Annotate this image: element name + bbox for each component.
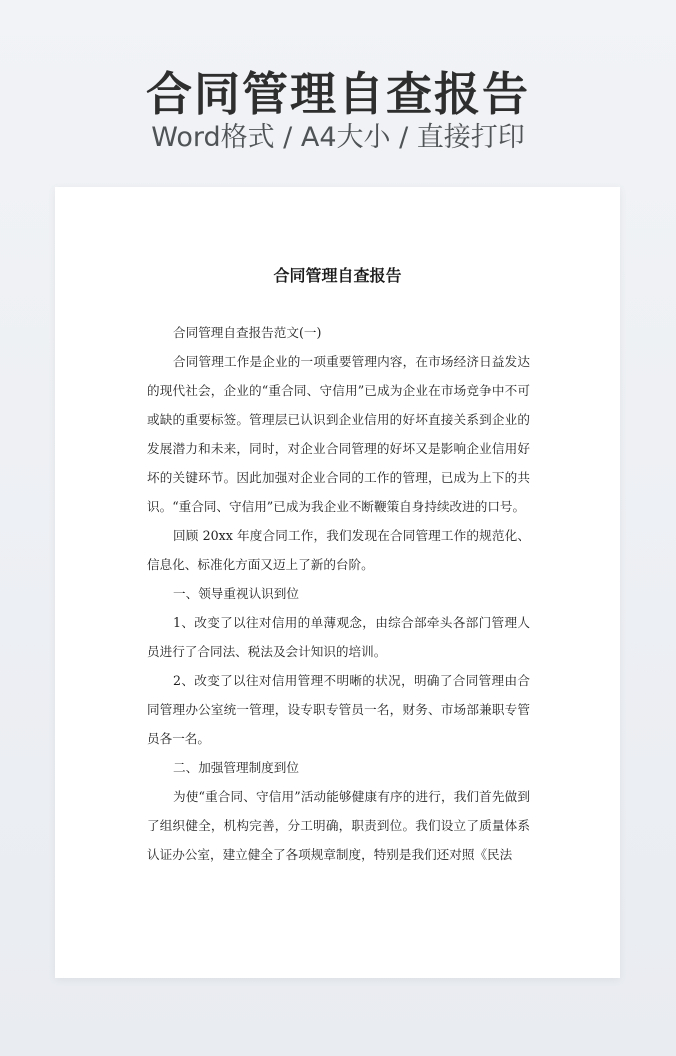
banner-subtitle: Word格式 / A4大小 / 直接打印	[151, 122, 525, 153]
section-heading: 二、加强管理制度到位	[173, 760, 299, 775]
paragraph: 1、改变了以往对信用的单薄观念，由综合部牵头各部门管理人员进行了合同法、税法及会计知识的培训。	[147, 615, 530, 659]
document-title: 合同管理自查报告	[273, 266, 402, 285]
paragraph-heading: 合同管理自查报告范文(一)	[173, 325, 322, 340]
document-body	[147, 318, 530, 869]
section-heading: 一、领导重视认识到位	[173, 586, 299, 601]
paragraph: 回顾 20xx 年度合同工作，我们发现在合同管理工作的规范化、信息化、标准化方面又迈上了新的台阶。	[147, 528, 530, 572]
paragraph: 2、改变了以往对信用管理不明晰的状况，明确了合同管理由合同管理办公室统一管理，设专职专管员一名，财务、市场部兼职专管员各一名。	[147, 673, 530, 746]
paragraph: 为使“重合同、守信用”活动能够健康有序的进行，我们首先做到了组织健全，机构完善，分工明确，职责到位。我们设立了质量体系认证办公室，建立健全了各项规章制度，特别是我们还对照《民法	[147, 789, 530, 862]
banner-title: 合同管理自查报告	[146, 67, 530, 121]
page-header	[0, 0, 676, 186]
paragraph: 合同管理工作是企业的一项重要管理内容，在市场经济日益发达的现代社会，企业的“重合同、守信用”已成为企业在市场竞争中不可或缺的重要标签。管理层已认识到企业信用的好坏直接关系到企业的发展潜力和未来，同时，对企业合同管理的好坏又是影响企业信用好坏的关键环节。因此加强对企业合同的工作的管理，已成为上下的共识。“重合同、守信用”已成为我企业不断鞭策自身持续改进的口号。	[147, 354, 530, 514]
